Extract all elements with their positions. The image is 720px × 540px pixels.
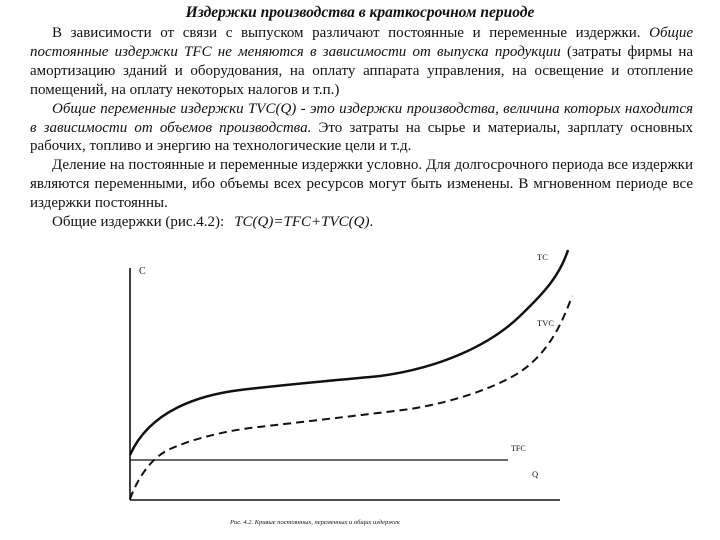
tvc-label: TVC	[537, 318, 554, 328]
paragraph-1-intro: В зависимости от связи с выпуском различают постоянные и переменные издержки.	[52, 25, 650, 41]
page-title: Издержки производства в краткосрочном периоде	[185, 4, 535, 21]
paragraph-1-definition: Общие постоянные издержки TFC не меняются в зависимости от выпуска продукции	[30, 25, 693, 60]
tvc-curve	[130, 296, 572, 499]
paragraph-2-definition: Общие переменные издержки TVC(Q) - это издержки производства, величина которых находится в зависимости от объемов производства.	[30, 100, 693, 136]
figure-caption: Рис. 4.2. Кривые постоянных, переменных и общих издержек	[230, 519, 400, 526]
paragraph-3-text: Деление на постоянные и переменные издержки условно. Для долгосрочного периода все издержки являются переменными, ибо объемы всех ресурсов могут быть изменены. В мгновенном периоде все издержки постоянны.	[30, 157, 693, 212]
tc-label: TC	[537, 252, 548, 262]
tc-curve	[130, 250, 568, 455]
paragraph-2-examples: Это затраты на сырье и материалы, зарплату основных рабочих, топливо и энергию на технологические цели и т.д.	[30, 119, 694, 155]
paragraph-4-intro: Общие издержки (рис.4.2):	[52, 214, 225, 231]
y-axis-label: C	[139, 266, 146, 277]
paragraph-1-examples: (затраты фирмы на амортизацию зданий и оборудования, на оплату аппарата управления, на освещение и отопление помещений, на оплату некоторых налогов и т.п.)	[30, 43, 694, 98]
formula-period: .	[369, 214, 374, 231]
tfc-label: TFC	[511, 444, 526, 453]
x-axis-label: Q	[532, 469, 539, 479]
total-cost-formula: TC(Q)=TFC+TVC(Q)	[234, 214, 370, 231]
